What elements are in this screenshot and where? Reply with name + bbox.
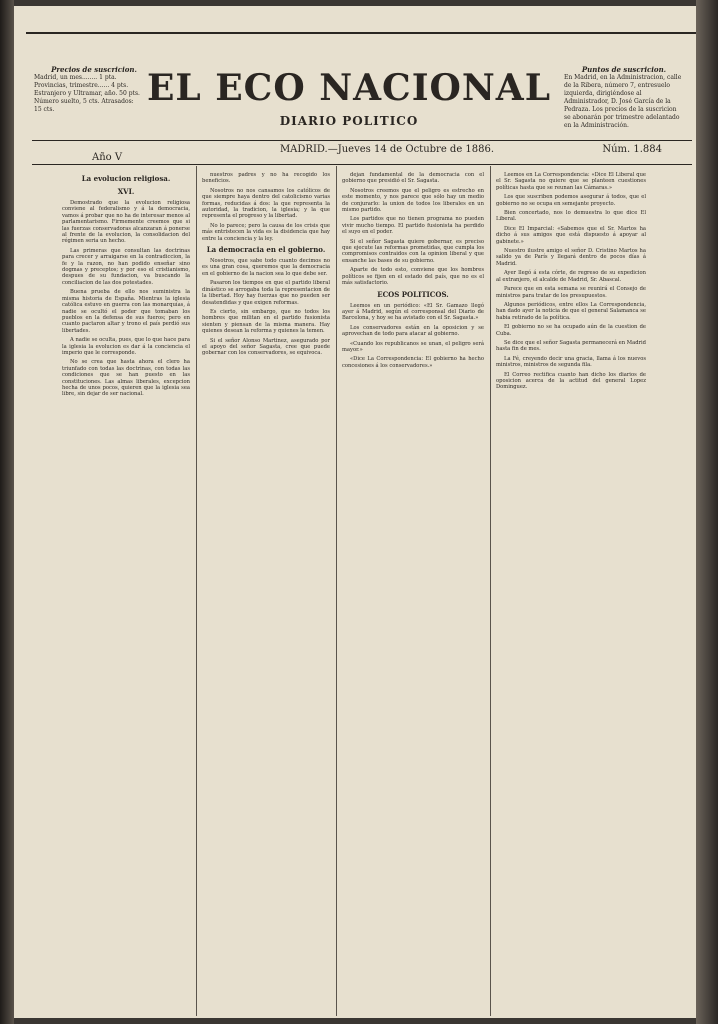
- section-heading: ECOS POLITICOS.: [377, 289, 449, 299]
- paragraph: Los conservadores están en la oposicion y se aprovechan de todo para atacar al gobierno.: [342, 324, 484, 338]
- price-line: 15 cts.: [34, 106, 55, 113]
- article-heading: La democracia en el gobierno.: [206, 245, 326, 255]
- dateline-rule: [32, 164, 692, 165]
- price-line: Madrid, un mes........ 1 pta.: [34, 74, 117, 81]
- paragraph: Nosotros no nos cansamos los católicos de que siempre haya dentro del catolicismo varias formas, reducidas á dos: la que representa la autoridad, la tradicion, la iglesia; y la que representa el progreso y la libertad.: [202, 187, 330, 220]
- paragraph: Nuestro ilustre amigo el señor D. Cristino Martos ha salido ya de París y llegará dentro de pocos días á Madrid.: [496, 248, 646, 267]
- volume-year: Año V: [92, 152, 123, 163]
- paragraph: El Correo rectifica cuanto han dicho los diarios de oposicion acerca de la actitud del general Lopez Dominguez.: [496, 371, 646, 391]
- paragraph: Parece que en esta semana se reunirá el Consejo de ministros para tratar de los presupuestos.: [496, 286, 646, 299]
- paragraph: Nosotros, que sabe todo cuanto decimos no es una gran cosa, queremos que la democracia en el gobierno de la nacion sea lo que debe ser.: [202, 258, 330, 277]
- article-column-2: [202, 172, 330, 1012]
- price-line: Estranjero y Ultramar, año. 50 pts.: [34, 90, 140, 97]
- price-line: Número suelto, 5 cts. Atrasados:: [34, 98, 134, 105]
- paragraph: No se crea que hasta ahora el clero ha triunfado con todas las doctrinas, con todas las condiciones que se han puesto en las constituciones. Las almas liberales, excepcion hecha de unos pocos, quieren que la iglesia sea libre, sin dejar de ser nacional.: [62, 359, 190, 398]
- newspaper-page: [14, 6, 696, 1018]
- issue-number: Núm. 1.884: [602, 144, 662, 155]
- paragraph: Buena prueba de ello nos suministra la misma historia de España. Mientras la iglesia católica estuvo en guerra con las monarquías, á nadie se ocultó el poder que tomaban los pueblos en la defensa de sus fueros; pero en cuanto pactaron altar y trono el país perdió sus libertades.: [62, 289, 190, 334]
- paragraph: Leemos en La Correspondencia: «Dice El Liberal que el Sr. Sagasta no quiere que se planteen cuestiones políticas hasta que se reunan las Cámaras.»: [496, 172, 646, 191]
- paragraph: Demostrado que la evolucion religiosa conviene al federalismo y á la democracia, vamos á probar que no ha de interesar menos al parlamentarismo. Firmemente creemos que si las fuerzas conservadoras alcanzaran á ponerse al frente de la evolucion, la consolidacion del régimen seria un hecho.: [62, 200, 190, 245]
- paragraph: «Cuando los republicanos se unan, el peligro será mayor.»: [342, 340, 484, 353]
- paragraph: nuestros padres y no ha recogido los beneficios.: [202, 172, 330, 185]
- paragraph: Los partidos que no tienen programa no pueden vivir mucho tiempo. El partido fusionista ha perdido el suyo en el poder.: [342, 216, 484, 236]
- subscription-prices-heading: Precios de suscricion.: [51, 65, 137, 74]
- article-column-1: [62, 172, 190, 1012]
- paragraph: Leemos en un periódico: «El Sr. Gamazo llegó ayer á Madrid, según el corresponsal del Diario de Barcelona, y hoy se ha avistado con el Sr. Sagasta.»: [342, 302, 484, 322]
- newspaper-title: EL ECO NACIONAL: [146, 67, 552, 109]
- paragraph: La Fé, creyendo decir una gracia, llama á los nuevos ministros, ministros de segunda fila.: [496, 355, 646, 369]
- paragraph: «Dice La Correspondencia: El gobierno ha hecho concesiones á los conservadores.»: [342, 356, 484, 369]
- paragraph: A nadie se oculta, pues, que lo que hace para la iglesia la evolucion es dar á la conciencia el imperio que le corresponde.: [62, 337, 190, 356]
- subscription-points-box: [564, 66, 684, 130]
- newspaper-subtitle: DIARIO POLITICO: [279, 114, 419, 128]
- article-heading: La evolucion religiosa.: [81, 174, 171, 183]
- paragraph: Pasaron los tiempos en que el partido liberal dinástico se arrogaba toda la representacion de la libertad. Hoy hay fuerzas que no pueden ser desatendidas y que exigen reformas.: [202, 280, 330, 306]
- dateline: [32, 144, 692, 162]
- issue-date: MADRID.—Jueves 14 de Octubre de 1886.: [279, 144, 495, 155]
- article-column-3: [342, 172, 484, 1012]
- subscription-prices-box: [34, 66, 154, 114]
- price-line: Provincias, trimestre...... 4 pts.: [34, 82, 129, 89]
- paragraph: El gobierno no se ha ocupado aún de la cuestion de Cuba.: [496, 324, 646, 337]
- column-separator: [490, 166, 491, 1016]
- top-rule: [26, 32, 696, 34]
- masthead-rule: [32, 140, 692, 141]
- paragraph: Algunos periódicos, entre ellos La Correspondencia, han dado ayer la noticia de que el general Salamanca se habia retirado de la política.: [496, 301, 646, 321]
- subscription-points-text: En Madrid, en la Administracion, calle de la Ribera, número 7, entresuelo izquierda, dirigiéndose al Administrador, D. José García de la Pedraza. Los precios de la suscricion se abonarán por trimestre adelantado en la Administración.: [564, 74, 682, 129]
- article-subheading: XVI.: [117, 187, 135, 196]
- paragraph: Las primeras que consultan las doctrinas para crecer y arraigarse en la contradiccion, la fe y la razon, no han podido enseñar sino dogmas y preceptos; y por eso el cristianismo, despues de su fundacion, va buscando la conciliacion de las dos potestades.: [62, 247, 190, 286]
- article-column-4: [496, 172, 646, 1012]
- paragraph: Si el señor Sagasta quiere gobernar, es preciso que ejecute las reformas prometidas, que cumpla los compromisos contraidos con la opinion liberal y que ensanche las bases de su gobierno.: [342, 238, 484, 264]
- paragraph: No lo parece; pero la causa de los crisis que más entristecen la vida es la disidencia que hay entre la conciencia y la ley.: [202, 222, 330, 242]
- paragraph: Dice El Imparcial: «Sabemos que el Sr. Martos ha dicho á sus amigos que está dispuesto á apoyar al gabinete.»: [496, 225, 646, 245]
- paragraph: Si el señor Alonso Martinez, asegurado por el apoyo del señor Sagasta, cree que puede gobernar con los conservadores, se equivoca.: [202, 337, 330, 357]
- paragraph: Se dice que el señor Sagasta permanecerá en Madrid hasta fin de mes.: [496, 339, 646, 353]
- paragraph: Ayer llegó á esta córte, de regreso de su expedicion al extranjero, el alcalde de Madrid, Sr. Abascal.: [496, 270, 646, 283]
- paragraph: Es cierto, sin embargo, que no todos los hombres que militan en el partido fusionista sienten y piensan de la misma manera. Hay quienes desean la reforma y quienes la temen.: [202, 308, 330, 335]
- paragraph: Los que suscriben podemos asegurar á todos, que el gobierno no se ocupa en semejante proyecto.: [496, 194, 646, 207]
- paragraph: Aparte de todo esto, conviene que los hombres políticos se fijen en el estado del país, que no es el más satisfactorio.: [342, 267, 484, 287]
- paragraph: Bien concertado, nos lo demuestra lo que dice El Liberal.: [496, 210, 646, 223]
- subscription-points-heading: Puntos de suscricion.: [581, 65, 667, 74]
- page-edge: [696, 0, 718, 1024]
- column-separator: [196, 166, 197, 1016]
- book-spine: [0, 0, 14, 1024]
- paragraph: dejan fundamental de la democracia con el gobierno que presidió el Sr. Sagasta.: [342, 172, 484, 185]
- paragraph: Nosotros creemos que el peligro es estrecho en este momento, y nos parece que sólo hay un medio de conjurarlo: la union de todos los liberales en un mismo partido.: [342, 187, 484, 214]
- column-separator: [336, 166, 337, 1016]
